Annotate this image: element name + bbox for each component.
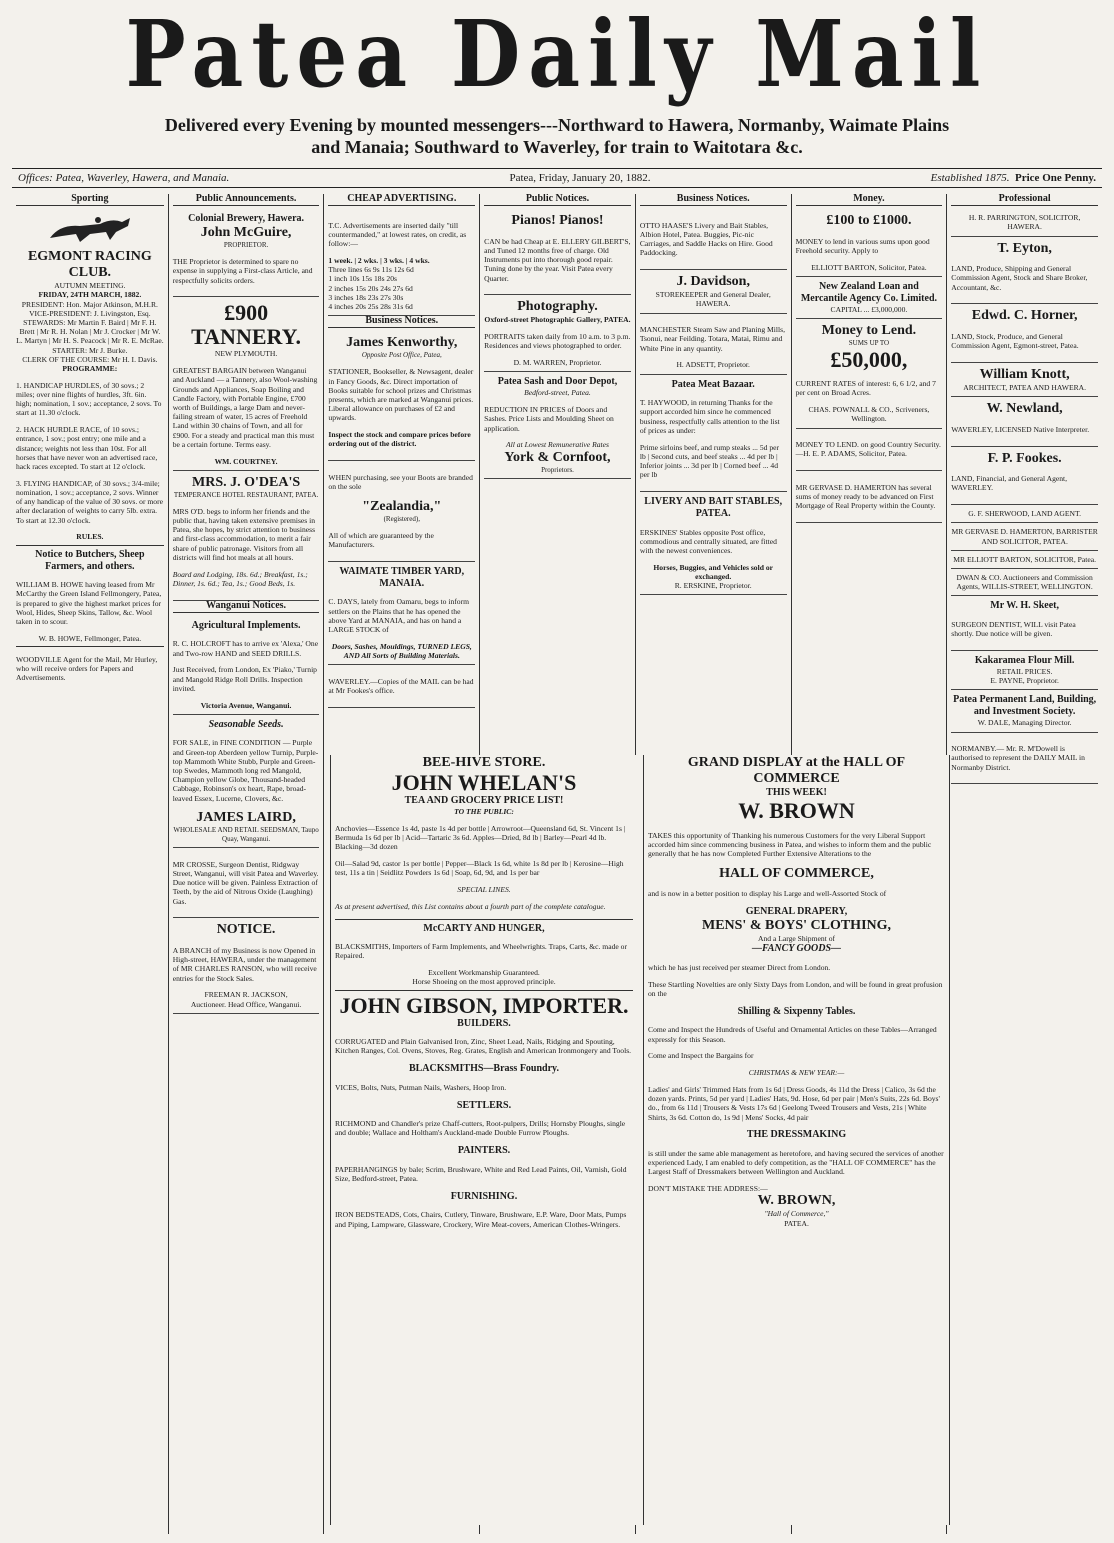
jackson-name: FREEMAN R. JACKSON, (204, 990, 288, 1000)
race-3: 3. FLYING HANDICAP, of 30 sovs.; 3/4-mile; nomination, 1 sov.; acceptance, 2 sovs. Winner of any handicap of the value of 30 sovs. or more after declaration of weights to carry 5lb. extra. To start at 12.30 o'clock. (16, 478, 163, 525)
sash-lowest: All at Lowest Remunerative Rates (506, 440, 609, 450)
furnishing: FURNISHING. (450, 1190, 518, 1202)
seeds-title: Seasonable Seeds. (208, 718, 284, 730)
rates-row-5: 4 inches 20s 25s 28s 31s 6d (328, 302, 413, 312)
settlers-body: RICHMOND and Chandler's prize Chaff-cutters, Root-pulpers, Drills; Hornsby Ploughs, single and double; Wallace and Holtham's Auckland-made Double Furrow Ploughs. (335, 1119, 626, 1138)
column-head-business: Business Notices. (640, 194, 787, 206)
notice-text: A BRANCH of my Business is now Opened in High-street, HAWERA, under the management of MR CHARLES RANSON, who will receive entries for the Stock Sales. (172, 946, 317, 983)
business-head: Business Notices. (328, 316, 475, 328)
fookes-name: F. P. Fookes. (987, 450, 1062, 466)
normanby: NORMANBY.— Mr. R. M'Dowell is authorised to represent the DAILY MAIL in Normanby District. (951, 744, 1085, 772)
grand-brown-sign: W. BROWN, (757, 1193, 836, 1209)
grand-novelties: These Startling Novelties are only Sixty Days from London, and will be found in great profusion on the (648, 979, 943, 998)
york-role: Proprietors. (541, 465, 574, 474)
adsett-sign: H. ADSETT, Proprietor. (676, 360, 750, 370)
beehive-items-1: Anchovies—Essence 1s 4d, paste 1s 4d per bottle | Arrowroot—Queensland 6d, St. Vincent 1s | Bermuda 1s 6d per lb | Acid—Tartaric 3s 6d. Apples—Dried, 8d lb | Barley—Pearl 4d lb. Blacking—3d dozen (335, 823, 626, 852)
newland-ad (951, 397, 1098, 446)
pianos-body: CAN be had Cheap at E. ELLERY GILBERT'S, and Tuned 12 months free of charge. Old Instruments put into thorough good repair. Tuning done by the year. Visit Patea every Quarter. (484, 236, 631, 283)
masthead (12, 0, 1102, 108)
mccarty: McCARTY AND HUNGER, (423, 922, 545, 934)
dateline (12, 168, 1102, 188)
lend-amount: £50,000, (830, 346, 908, 372)
fookes-ad (951, 447, 1098, 506)
photo-ad (484, 295, 631, 372)
column-head-professional: Professional (951, 194, 1098, 206)
kenworthy-sub: Opposite Post Office, Patea, (361, 351, 442, 360)
barton: MR ELLIOTT BARTON, SOLICITOR, Patea. (953, 554, 1097, 564)
horses-line: Horses, Buggies, and Vehicles sold or exchanged. (653, 562, 774, 582)
race-2: 2. HACK HURDLE RACE, of 10 sovs.; entrance, 1 sov.; post entry; one mile and a distance; weights not less than 10st. For all horses that have never won an advertised race, hack races excepted. To start at 12 o'clock. (16, 425, 158, 472)
column-head-cheap: CHEAP ADVERTISING. (328, 194, 475, 206)
nz-loan-ad (796, 277, 943, 319)
rates-row-3: 2 inches 15s 20s 24s 27s 6d (328, 283, 413, 293)
building-head: Patea Permanent Land, Building, and Investment Society. (953, 694, 1097, 718)
pianos-head: Pianos! Pianos! (511, 213, 604, 229)
column-head-notices: Public Notices. (484, 194, 631, 206)
davidson-role: STOREKEEPER and General Dealer, HAWERA. (655, 290, 771, 309)
tannery-body: GREATEST BARGAIN between Wanganui and Auckland — a Tannery, also Wool-washing Grounds and Appliances, Soap Boiling and Candle Factory, with Portable Engine, £700 worth of Buildings, a large Dam and never-failing stream of water, 15 acres of Freehold Land within 30 chains of Town, and all for £900. For a steady and practical man this must be a certain fortune. Terms easy. (172, 366, 318, 449)
davidson-name: J. Davidson, (676, 274, 750, 290)
odea-board: Board and Lodging, 18s. 6d.; Breakfast, 1s.; Dinner, 1s. 6d.; Tea, 1s.; Good Beds, 1s. (172, 569, 308, 588)
waimate-ad (328, 562, 475, 665)
tannery-sign: WM. COURTNEY. (214, 456, 278, 466)
settlers: SETTLERS. (456, 1099, 512, 1111)
tannery-head: £900 TANNERY. (191, 300, 301, 350)
workmanship: Excellent Workmanship Guaranteed. (428, 968, 540, 978)
shoeing: Horse Shoeing on the most approved principle. (412, 977, 556, 987)
boots-body: All of which are guaranteed by the Manufacturers. (328, 530, 434, 550)
lend-head: Money to Lend. (821, 323, 917, 339)
dwan-ad (951, 569, 1098, 596)
beehive-block (330, 755, 637, 1525)
grand-patea: PATEA. (784, 1218, 809, 1228)
builders: BUILDERS. (457, 1017, 511, 1029)
rates-head: 1 week. | 2 wks. | 3 wks. | 4 wks. (328, 256, 430, 265)
building-sign: W. DALE, Managing Director. (977, 718, 1072, 728)
pownall-sign: CHAS. POWNALL & CO., Scriveners, Wellington. (808, 405, 930, 424)
grand-shipment: And a Large Shipment of (757, 934, 836, 944)
nz-loan-title: New Zealand Loan and Mercantile Agency Co. Limited. (800, 281, 938, 304)
skeet-name: Mr W. H. Skeet, (990, 600, 1059, 612)
grand-display-block (643, 755, 950, 1525)
holcroft-name: R. C. HOLCROFT has to arrive ex 'Alexa,' One and Two-row HAND and SEED DRILLS. (172, 639, 319, 658)
lend-rates: CURRENT RATES of interest: 6, 6 1/2, and 7 per cent on Broad Acres. (795, 379, 936, 398)
newland-body: WAVERLEY, LICENSED Native Interpreter. (951, 424, 1090, 434)
erskine-sign: R. ERSKINE, Proprietor. (674, 581, 752, 591)
crosse-ad (173, 848, 320, 918)
dress-head: THE DRESSMAKING (746, 1129, 847, 1141)
column-head-sporting: Sporting (16, 194, 164, 206)
odea-body: MRS O'D. begs to inform her friends and the public that, having taken extensive premises in Patea, she hopes, by strict attention to business and first-class accommodation, to merit a fair share of public patronage. Visitors from all districts will find hot meals at all hours. (172, 506, 316, 562)
knott-name: William Knott, (979, 367, 1070, 382)
sporting-starter: STARTER: Mr J. Burke. (52, 345, 128, 355)
wanganui-head: Wanganui Notices. (173, 601, 320, 613)
money-head: £100 to £1000. (826, 213, 912, 229)
column-head-money: Money. (796, 194, 943, 206)
knott-ad (951, 363, 1098, 397)
horner-ad (951, 304, 1098, 363)
grand-bargains: Come and Inspect the Bargains for (648, 1051, 754, 1061)
grand-brown: W. BROWN (738, 798, 855, 823)
adams-ad (796, 429, 943, 472)
beehive-footer: As at present advertised, this List contains about a fourth part of the complete catalogue. (335, 901, 606, 911)
column-head-public: Public Announcements. (173, 194, 320, 206)
sash-head: Patea Sash and Door Depot, (497, 376, 618, 388)
hamerton-money-ad (796, 471, 943, 523)
grand-shilling: Shilling & Sixpenny Tables. (737, 1005, 856, 1017)
photo-gallery: Oxford-street Photographic Gallery, PATEA. (484, 315, 631, 325)
sporting-title: EGMONT RACING CLUB. (27, 249, 152, 281)
woodville-agent: WOODVILLE Agent for the Mail, Mr Hurley, who will receive orders for Papers and Advertisements. (16, 654, 158, 683)
race-1: 1. HANDICAP HURDLES, of 30 sovs.; 2 miles; over nine flights of hurdles, 3ft. 6in. high; nomination, 1 sov.; acceptance, 2 sovs. To start at 11.30 o'clock. (16, 380, 162, 418)
waimate-body: C. DAYS, lately from Oamaru, begs to inform settlers on the Plains that he has opened the above Yard at MANAIA, and has on hand a LARGE STOCK of (328, 597, 470, 635)
jackson-role: Auctioneer. Head Office, Wanganui. (190, 999, 302, 1009)
waimate-title: WAIMATE TIMBER YARD, MANAIA. (339, 565, 465, 589)
established: Established 1875. (930, 172, 1010, 184)
flour-sign: E. PAYNE, Proprietor. (990, 676, 1059, 686)
whelan-name: JOHN WHELAN'S (391, 770, 577, 795)
normanby-ad (951, 733, 1098, 785)
eyton-name: T. Eyton, (997, 240, 1052, 256)
rates-row-2: 1 inch 10s 15s 18s 20s (328, 274, 397, 284)
flour-prices: RETAIL PRICES. (996, 667, 1053, 676)
hamerton-ad (951, 523, 1098, 550)
grand-week: THIS WEEK! (766, 787, 827, 798)
horner-body: LAND, Stock, Produce, and General Commission Agent, Egmont-street, Patea. (951, 332, 1079, 351)
masthead-title: Patea Daily Mail (125, 0, 989, 109)
photo-sign: D. M. WARREN, Proprietor. (513, 358, 602, 368)
furnishing-body: IRON BEDSTEADS, Cots, Chairs, Cutlery, Tinware, Brushware, E.P. Ware, Door Mats, Pumps and Piping, Lampware, Glassware, Crockery, Wire Meat-covers, American Clothes-Wringers. (335, 1210, 627, 1229)
grand-fancy: —FANCY GOODS— (752, 943, 841, 955)
grand-list: Ladies' and Girls' Trimmed Hats from 1s 6d | Dress Goods, 4s 11d the Dress | Calico, 3s 6d the dozen yards. Prints, 5d per yard | Ladies' Hats, 9d. Hose, 6d per pair | Men's Suits, 22s 6d. Boys' do., from 6s 11d | Trousers & Vests 17s 6d | Geelong Tweed Trousers and Vests, 21s | White Shirts, 3s 6d. Cotton do, 1s 9d | Mens' Socks, 4d pair (648, 1084, 940, 1122)
issue-date: Patea, Friday, January 20, 1882. (509, 172, 651, 184)
sporting-meeting: AUTUMN MEETING. (54, 281, 126, 291)
column-professional (946, 194, 1102, 1534)
holcroft-ad (173, 616, 320, 715)
flour-head: Kakaramea Flour Mill. (974, 655, 1075, 666)
skeet-ad (951, 596, 1098, 651)
building-ad (951, 690, 1098, 732)
meat-body: T. HAYWOOD, in returning Thanks for the support accorded him since he commenced business, respectfully calls attention to the list of prices as under: (639, 398, 780, 435)
brewery-ad (173, 209, 320, 297)
dress-body: is still under the same able management as heretofore, and having secured the services of another experienced Lady, I am enabled to defy competition, as the "HALL OF COMMERCE" has the Largest Staff of Dressmakers between Wellington and Auckland. (648, 1148, 944, 1177)
grand-clothing: MENS' & BOYS' CLOTHING, (701, 918, 892, 934)
zealandia-sub: (Registered), (383, 514, 420, 523)
special-lines: SPECIAL LINES. (457, 885, 511, 894)
laird-name: JAMES LAIRD, (196, 810, 296, 826)
holcroft-avenue: Victoria Avenue, Wanganui. (200, 700, 292, 710)
lend-sums: SUMS UP TO (848, 339, 890, 348)
skeet-body: SURGEON DENTIST, WILL visit Patea shortly. Due notice will be given. (951, 620, 1076, 639)
horner-name: Edwd. C. Horner, (971, 308, 1078, 324)
gibson-name: JOHN GIBSON, IMPORTER. (339, 992, 629, 1018)
brewery-role: PROPRIETOR. (223, 241, 269, 250)
parrington: H. R. PARRINGTON, SOLICITOR, HAWERA. (968, 213, 1081, 232)
notice-ad (173, 918, 320, 1013)
sporting-date: FRIDAY, 24TH MARCH, 1882. (38, 290, 142, 300)
beehive-items-2: Oil—Salad 9d, castor 1s per bottle | Pepper—Black 1s 6d, white 1s 8d per lb | Kerosine—High test, 11s a tin | Seidlitz Powders 1s 6d | Soap, 6d, 9d, and 1s per bar (335, 859, 624, 878)
hamerton: MR GERVASE D. HAMERTON, BARRISTER AND SOLICITOR, PATEA. (951, 527, 1098, 546)
rates-row-4: 3 inches 18s 23s 27s 30s (328, 292, 404, 302)
butchers-notice-sign: W. B. HOWE, Fellmonger, Patea. (38, 633, 142, 643)
grand-address: DON'T MISTAKE THE ADDRESS:— (648, 1184, 768, 1194)
kenworthy-name: James Kenworthy, (346, 335, 458, 351)
flour-ad (951, 651, 1098, 690)
sporting-clerk: CLERK OF THE COURSE: Mr H. I. Davis. (22, 354, 158, 364)
sporting-vice: VICE-PRESIDENT: J. Livingston, Esq. (29, 308, 151, 318)
offices: Offices: Patea, Waverley, Hawera, and Manaia. (18, 172, 230, 184)
barton-ad (951, 551, 1098, 569)
laird-role: WHOLESALE AND RETAIL SEEDSMAN, Taupo Quay, Wanganui. (173, 826, 319, 843)
grand-hall: HALL OF COMMERCE, (719, 865, 874, 881)
davidson-ad (640, 270, 787, 313)
sherwood: G. F. SHERWOOD, LAND AGENT. (968, 509, 1081, 519)
eyton-body: LAND, Produce, Shipping and General Commission Agent, Stock and Share Broker, Accountant, &c. (951, 264, 1088, 292)
photo-body: PORTRAITS taken daily from 10 a.m. to 3 p.m. Residences and views photographed to order. (484, 332, 631, 351)
livery-head: LIVERY AND BAIT STABLES, PATEA. (644, 496, 783, 520)
lend-ad (796, 319, 943, 428)
adsett-ad (640, 314, 787, 375)
grand-drapery: GENERAL DRAPERY, (745, 906, 848, 918)
seeds-body: FOR SALE, in FINE CONDITION — Purple and Green-top Aberdeen yellow Turnip, Purple-top Mammoth White Stubb, Purple and Green-top Swedes, Mammoth long red Mangold, Champion yellow Globe, Thousand-headed Cabbage, Robinson's ox heart, Rape, broad-leaved Essex, Lucerne, Clovers, &c. (172, 738, 319, 803)
sporting-programme: PROGRAMME: (62, 364, 118, 374)
pianos-ad (484, 209, 631, 295)
seeds-ad (173, 715, 320, 848)
money-ad (796, 209, 943, 277)
brewery-name: John McGuire, (200, 225, 292, 241)
column-public-announcements (168, 194, 324, 1534)
vices: VICES, Bolts, Nuts, Putman Nails, Washers, Hoop Iron. (335, 1082, 507, 1092)
painters-body: PAPERHANGINGS by bale; Scrim, Brushware, White and Red Lead Paints, Oil, Varnish, Gold Size, Bedford-street, Patea. (335, 1164, 627, 1183)
photo-head: Photography. (517, 299, 598, 315)
meat-list: Prime sirloins beef, and rump steaks ... 5d per lb | Second cuts, and beef steaks ... 4d per lb | Inferior joints ... 3d per lb | Corned beef ... 4d per lb (639, 442, 780, 480)
racehorse-icon (16, 209, 164, 249)
tagline (12, 114, 1102, 158)
boots-ad (328, 461, 475, 562)
sporting-rules: RULES. (76, 532, 104, 542)
brewery-title: Colonial Brewery, Hawera. (188, 213, 305, 225)
tannery-ad (173, 297, 320, 470)
money-body: MONEY to lend in various sums upon good Freehold security. Apply to (795, 236, 930, 255)
odea-title: MRS. J. O'DEA'S (192, 474, 301, 490)
grand-inspect: Come and Inspect the Hundreds of Useful and Ornamental Articles on these Tables—Arranged expressly for this Season. (648, 1025, 937, 1044)
holcroft-title: Agricultural Implements. (191, 619, 301, 631)
grand-steamer: which he has just received per steamer Direct from London. (648, 962, 831, 972)
painters: PAINTERS. (457, 1145, 511, 1157)
odea-ad (173, 471, 320, 601)
tc-text: T.C. Advertisements are inserted daily "till countermanded," at lowest rates, on credit, as follow:— (328, 220, 467, 249)
haase-ad (640, 209, 787, 270)
newland-name: W. Newland, (986, 401, 1063, 417)
grand-brown-hall: "Hall of Commerce," (764, 1209, 829, 1219)
adams-body: MONEY TO LEND. on good Country Security.—H. E. P. ADAMS, Solicitor, Patea. (795, 440, 941, 459)
odea-sub: TEMPERANCE HOTEL RESTAURANT, PATEA. (173, 490, 319, 499)
fookes-body: LAND, Financial, and General Agent, WAVERLEY. (951, 474, 1068, 493)
sash-body: REDUCTION IN PRICES of Doors and Sashes. Price Lists and Moulding Sheet on application. (484, 405, 614, 433)
nz-loan-capital: CAPITAL ... £3,000,000. (830, 305, 908, 314)
sash-ad (484, 372, 631, 479)
rates-row-1: Three lines 6s 9s 11s 12s 6d (328, 265, 414, 275)
haase-body: OTTO HAASE'S Livery and Bait Stables, Albion Hotel, Patea. Buggies, Pic-nic Carriages, and Saddle Hacks on Hire. Good Paddocking. (639, 220, 773, 258)
builders-body: CORRUGATED and Plain Galvanised Iron, Zinc, Sheet Lead, Nails, Ridging and Spouting, Kitchen Ranges, Col. Ovens, Stoves, Reg. Grates, English and American Ironmongery and Tools. (335, 1037, 632, 1056)
livery-ad (640, 492, 787, 595)
beehive-head: BEE-HIVE STORE. (422, 755, 546, 770)
sporting-president: PRESIDENT: Hon. Major Atkinson, M.H.R. (21, 299, 158, 309)
boots-text: WHEN purchasing, see your Boots are branded on the sole (328, 472, 473, 492)
grand-head: GRAND DISPLAY at the HALL OF COMMERCE (687, 755, 906, 786)
parrington-ad (951, 209, 1098, 236)
butchers-notice-title: Notice to Butchers, Sheep Farmers, and others. (35, 548, 145, 572)
tagline-line-1: Delivered every Evening by mounted messengers---Northward to Hawera, Normanby, Waimate Plains (164, 115, 950, 135)
sash-sub: Bedford-street, Patea. (524, 388, 591, 398)
hamerton-money-body: MR GERVASE D. HAMERTON has several sums of money ready to be advanced on First Mortgage of Real Property within the County. (795, 482, 936, 511)
york-name: York & Cornfoot, (504, 449, 611, 465)
dwan: DWAN & CO. Auctioneers and Commission Agents, WILLIS-STREET, WELLINGTON. (956, 573, 1093, 592)
kenworthy-ad (328, 331, 475, 461)
sporting-stewards: STEWARDS: Mr Martin F. Baird | Mr F. H. Brett | Mr R. H. Nolan | Mr J. Crocker | Mr W. L. Martyn | Mr H. S. Peacock | Mr R. E. McRae. (16, 318, 164, 346)
waverley-ad (328, 665, 475, 708)
grand-better: and is now in a better position to display his Large and well-Assorted Stock of (648, 889, 887, 899)
sherwood-ad (951, 505, 1098, 523)
lower-wide-section (330, 755, 950, 1525)
money-barton: ELLIOTT BARTON, Solicitor, Patea. (811, 262, 927, 272)
meat-ad (640, 375, 787, 492)
butchers-notice-body: WILLIAM B. HOWE having leased from Mr McCarthy the Green Island Fellmongery, Patea, is prepared to give the highest market prices for Wool, Hides, Sheep Skins, Tallow, &c. Wool taken in to scour. (16, 580, 162, 627)
blacksmiths: BLACKSMITHS, Importers of Farm Implements, and Wheelwrights. Traps, Carts, &c. made or Repaired. (335, 942, 627, 961)
eyton-ad (951, 237, 1098, 305)
adsett-body: MANCHESTER Steam Saw and Planing Mills, Tsonui, near Feilding. Totara, Matai, Rimu and White Pine in any quantity. (639, 325, 785, 353)
grand-body: TAKES this opportunity of Thanking his numerous Customers for the very Liberal Support accorded him since commencing business in Patea, and wishes to inform them and the public generally that he has now Completed Further Extensive Alterations to the (648, 830, 932, 858)
erskine-body: ERSKINES' Stables opposite Post office, commodious and centrally situated, are fitted with the newest conveniences. (639, 527, 777, 556)
tagline-line-2: and Manaia; Southward to Waverley, for train to Waitotara &c. (311, 137, 803, 157)
meat-head: Patea Meat Bazaar. (671, 378, 755, 390)
brass: BLACKSMITHS—Brass Foundry. (408, 1063, 560, 1075)
zealandia: "Zealandia," (362, 498, 442, 514)
grand-christmas: CHRISTMAS & NEW YEAR:— (748, 1068, 845, 1078)
waimate-doors: Doors, Sashes, Mouldings, TURNED LEGS, AND All Sorts of Building Materials. (331, 641, 472, 661)
to-public: TO THE PUBLIC: (454, 807, 514, 816)
tc-ad (328, 209, 475, 316)
notice-head: NOTICE. (216, 922, 276, 938)
column-sporting (12, 194, 168, 1534)
whelan-list: TEA AND GROCERY PRICE LIST! (404, 795, 564, 806)
kenworthy-inspect: Inspect the stock and compare prices before ordering out of the district. (328, 430, 471, 449)
holcroft-body: Just Received, from London, Ex 'Piako,' Turnip and Mangold Ridge Roll Drills. Inspection invited. (172, 665, 317, 693)
price: Price One Penny. (1015, 172, 1096, 184)
waverley-text: WAVERLEY.—Copies of the MAIL can be had at Mr Fookes's office. (328, 676, 474, 696)
tannery-place: NEW PLYMOUTH. (214, 349, 278, 359)
kenworthy-body: STATIONER, Bookseller, & Newsagent, dealer in Fancy Goods, &c. Direct importation of Books suitable for school prizes and Christmas presents, which are marked at Wanganui prices. Liberal allowance on purchases of £2 and upwards. (328, 367, 474, 423)
knott-role: ARCHITECT, PATEA AND HAWERA. (963, 383, 1087, 392)
crosse-body: MR CROSSE, Surgeon Dentist, Ridgway Street, Wanganui, will visit Patea and Waverley. Due notice will be given. Painless Extraction of Teeth, by the aid of Nitrous Oxide (Laughing) Gas. (172, 859, 319, 906)
brewery-body: THE Proprietor is determined to spare no expense in supplying a First-class Article, and respectfully solicits orders. (172, 257, 313, 285)
